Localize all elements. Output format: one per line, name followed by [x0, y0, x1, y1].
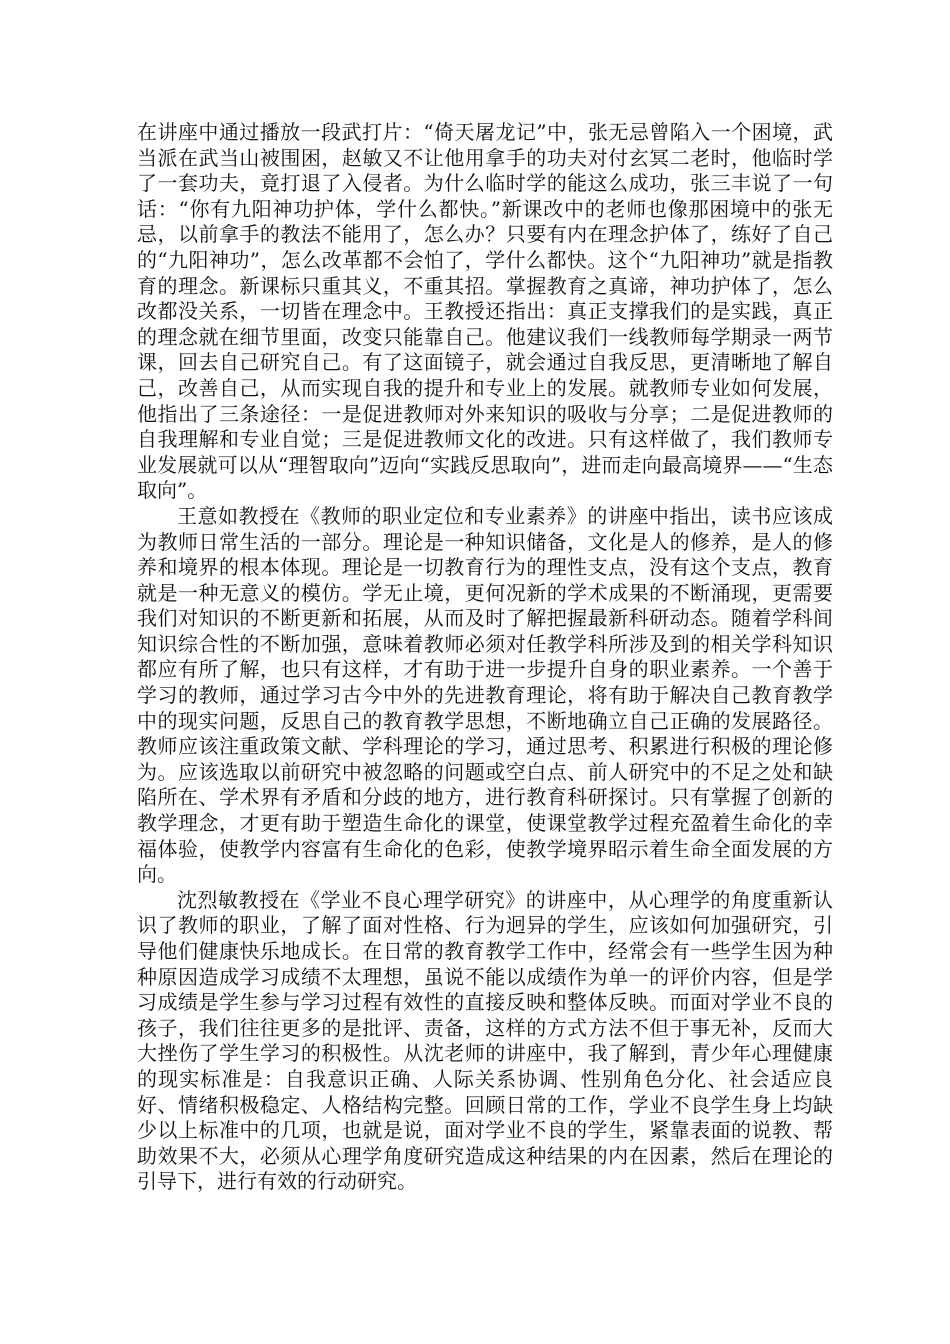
paragraph-lecture-wang-1: 在讲座中通过播放一段武打片：“倚天屠龙记”中，张无忌曾陷入一个困境，武当派在武当山被围困，赵敏又不让他用拿手的功夫对付玄冥二老时，他临时学了一套功夫，竟打退了入侵者。为什么临时学的能这么成功，张三丰说了一句话：“你有九阳神功护体，学什么都快。”新课改中的老师也像那困境中的张无忌，以前拿手的教法不能用了，怎么办？只要有内在理念护体了，练好了自己的“九阳神功”，怎么改革都不会怕了，学什么都快。这个“九阳神功”就是指教育的理念。新课标只重其义，不重其招。掌握教育之真谛，神功护体了，怎么改都没关系，一切皆在理念中。王教授还指出：真正支撑我们的是实践，真正的理念就在细节里面，改变只能靠自己。他建议我们一线教师每学期录一两节课，回去自己研究自己。有了这面镜子，就会通过自我反思，更清晰地了解自己，改善自己，从而实现自我的提升和专业上的发展。就教师专业如何发展，他指出了三条途径：一是促进教师对外来知识的吸收与分享；二是促进教师的自我理解和专业自觉；三是促进教师文化的改进。只有这样做了，我们教师专业发展就可以从“理智取向”迈向“实践反思取向”，进而走向最高境界——“生态取向”。: [137, 120, 833, 503]
paragraph-lecture-wang-yiru: 王意如教授在《教师的职业定位和专业素养》的讲座中指出，读书应该成为教师日常生活的一部分。理论是一种知识储备，文化是人的修养，是人的修养和境界的根本体现。理论是一切教育行为的理性支点，没有这个支点，教育就是一种无意义的模仿。学无止境，更何况新的学术成果的不断涌现，更需要我们对知识的不断更新和拓展，从而及时了解把握最新科研动态。随着学科间知识综合性的不断加强，意味着教师必须对任教学科所涉及到的相关学科知识都应有所了解，也只有这样，才有助于进一步提升自身的职业素养。一个善于学习的教师，通过学习古今中外的先进教育理论，将有助于解决自己教育教学中的现实问题，反思自己的教育教学思想，不断地确立自己正确的发展路径。教师应该注重政策文献、学科理论的学习，通过思考、积累进行积极的理论修为。应该选取以前研究中被忽略的问题或空白点、前人研究中的不足之处和缺陷所在、学术界有矛盾和分歧的地方，进行教育科研探讨。只有掌握了创新的教学理念，才更有助于塑造生命化的课堂，使课堂教学过程充盈着生命化的幸福体验，使教学内容富有生命化的色彩，使教学境界昭示着生命全面发展的方向。: [137, 503, 833, 887]
paragraph-lecture-shen-liemin: 沈烈敏教授在《学业不良心理学研究》的讲座中，从心理学的角度重新认识了教师的职业，了解了面对性格、行为迥异的学生，应该如何加强研究，引导他们健康快乐地成长。在日常的教育教学工作中，经常会有一些学生因为种种原因造成学习成绩不太理想，虽说不能以成绩作为单一的评价内容，但是学习成绩是学生参与学习过程有效性的直接反映和整体反映。而面对学业不良的孩子，我们往往更多的是批评、责备，这样的方式方法不但于事无补，反而大大挫伤了学生学习的积极性。从沈老师的讲座中，我了解到，青少年心理健康的现实标准是：自我意识正确、人际关系协调、性别角色分化、社会适应良好、情绪积极稳定、人格结构完整。回顾日常的工作，学业不良学生身上均缺少以上标准中的几项，也就是说，面对学业不良的学生，紧靠表面的说教、帮助效果不大，必须从心理学角度研究造成这种结果的内在因素，然后在理论的引导下，进行有效的行动研究。: [137, 887, 833, 1194]
document-body: [137, 120, 833, 1195]
